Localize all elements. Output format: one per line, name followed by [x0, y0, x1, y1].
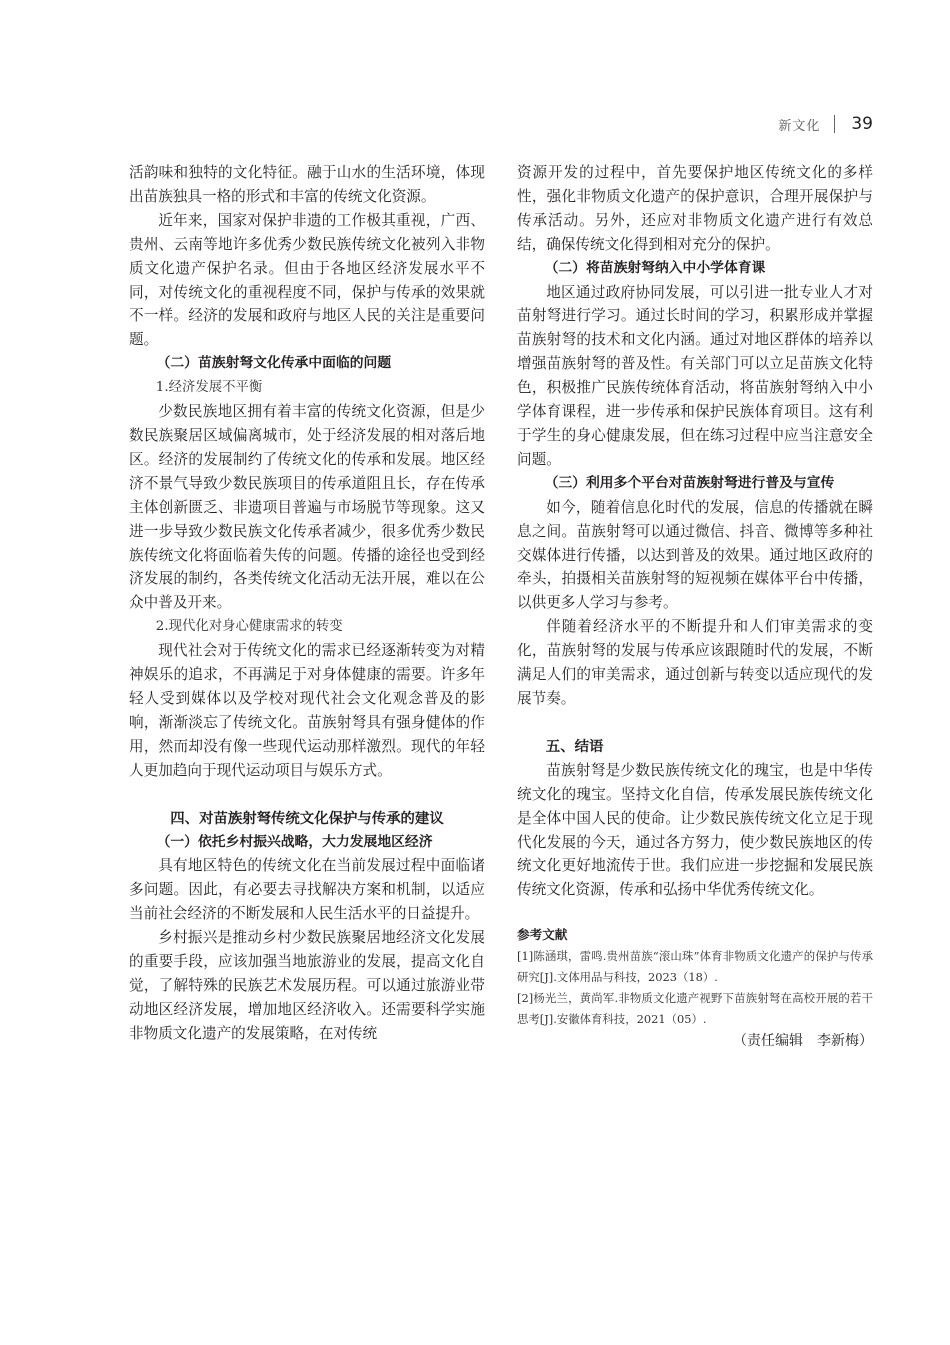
paragraph: 资源开发的过程中，首先要保护地区传统文化的多样性，强化非物质文化遗产的保护意识，合理开展保护与传承活动。另外，还应对非物质文化遗产进行有效总结，确保传统文化得到相对充分的保护。 [517, 164, 873, 253]
left-column [129, 161, 485, 1046]
running-head [778, 113, 873, 135]
subsection-heading: （三）利用多个平台对苗族射弩进行普及与宣传 [544, 474, 835, 491]
paragraph: 具有地区特色的传统文化在当前发展过程中面临诸多问题。因此，有必要去寻找解决方案和机制，以适应当前社会经济的不断发展和人民生活水平的日益提升。 [129, 857, 485, 923]
subheading: 2.现代化对身心健康需求的转变 [155, 619, 343, 635]
section-heading: 四、对苗族射弩传统文化保护与传承的建议 [170, 810, 444, 827]
subsection-heading: （二）苗族射弩文化传承中面临的问题 [156, 355, 392, 372]
paragraph: 伴随着经济水平的不断提升和人们审美需求的变化，苗族射弩的发展与传承应该跟随时代的发展，不断满足人们的审美需求，通过创新与转变以适应现代的发展节奏。 [517, 618, 873, 707]
subheading: 1.经济发展不平衡 [155, 380, 263, 396]
section-heading: 五、结语 [545, 738, 604, 755]
paragraph: 苗族射弩是少数民族传统文化的瑰宝，也是中华传统文化的瑰宝。坚持文化自信，传承发展民族传统文化是全体中国人民的使命。让少数民族传统文化立足于现代化发展的今天，通过各方努力，使少数民族地区的传统文化更好地流传于世。我们应进一步挖掘和发展民族传统文化资源，传承和弘扬中华优秀传统文化。 [517, 761, 873, 899]
reference-item: [2]杨光兰，黄尚军.非物质文化遗产视野下苗族射弩在高校开展的若干思考[J].安徽体育科技，2021（05）. [517, 991, 873, 1027]
paragraph: 如今，随着信息化时代的发展，信息的传播就在瞬息之间。苗族射弩可以通过微信、抖音、微博等多种社交媒体进行传播，以达到普及的效果。通过地区政府的牵头，拍摄相关苗族射弩的短视频在媒体平台中传播，以供更多人学习与参考。 [517, 498, 873, 612]
reference-item: [1]陈涵琪，雷鸣.贵州苗族“滚山珠”体育非物质文化遗产的保护与传承研究[J].文体用品与科技，2023（18）. [517, 949, 873, 985]
paragraph: 少数民族地区拥有着丰富的传统文化资源，但是少数民族聚居区域偏离城市，处于经济发展的相对落后地区。经济的发展制约了传统文化的传承和发展。地区经济不景气导致少数民族项目的传承道阻且长，存在传承主体创新匮乏、非遗项目普遍与市场脱节等现象。这又进一步导致少数民族文化传承者减少，很多优秀少数民族传统文化将面临着失传的问题。传播的途径也受到经济发展的制约，各类传统文化活动无法开展，难以在公众中普及开来。 [129, 403, 485, 612]
subsection-heading: （一）依托乡村振兴战略，大力发展地区经济 [156, 833, 433, 850]
paragraph: 现代社会对于传统文化的需求已经逐渐转变为对精神娱乐的追求，不再满足于对身体健康的需要。许多年轻人受到媒体以及学校对现代社会文化观念普及的影响，渐渐淡忘了传统文化。苗族射弩具有强身健体的作用，然而却没有像一些现代运动那样激烈。现代的年轻人更加趋向于现代运动项目与娱乐方式。 [129, 642, 485, 779]
responsible-editor: （责任编辑 李新梅） [733, 1033, 873, 1050]
references-title: 参考文献 [517, 927, 568, 943]
journal-name: 新文化 [778, 118, 821, 134]
paragraph: 近年来，国家对保护非遗的工作极其重视，广西、贵州、云南等地许多优秀少数民族传统文化被列入非物质文化遗产保护名录。但由于各地区经济发展水平不同，对传统文化的重视程度不同，保护与传承的效果就不一样。经济的发展和政府与地区人民的关注是重要问题。 [129, 211, 485, 349]
paragraph: 活韵味和独特的文化特征。融于山水的生活环境，体现出苗族独具一格的形式和丰富的传统文化资源。 [129, 164, 485, 205]
right-column [517, 161, 873, 1052]
paragraph: 地区通过政府协同发展，可以引进一批专业人才对苗射弩进行学习。通过长时间的学习，积累形成并掌握苗族射弩的技术和文化内涵。通过对地区群体的培养以增强苗族射弩的普及性。有关部门可以立足苗族文化特色，积极推广民族传统体育活动，将苗族射弩纳入中小学体育课程，进一步传承和保护民族体育项目。这有利于学生的身心健康发展，但在练习过程中应当注意安全问题。 [517, 283, 873, 468]
subsection-heading: （二）将苗族射弩纳入中小学体育课 [544, 259, 766, 276]
header-divider [834, 115, 835, 133]
paragraph: 乡村振兴是推动乡村少数民族聚居地经济文化发展的重要手段，应该加强当地旅游业的发展，提高文化自觉，了解特殊的民族艺术发展历程。可以通过旅游业带动地区经济发展，增加地区经济收入。还需要科学实施非物质文化遗产的发展策略，在对传统 [129, 929, 485, 1042]
page-number: 39 [851, 114, 873, 134]
